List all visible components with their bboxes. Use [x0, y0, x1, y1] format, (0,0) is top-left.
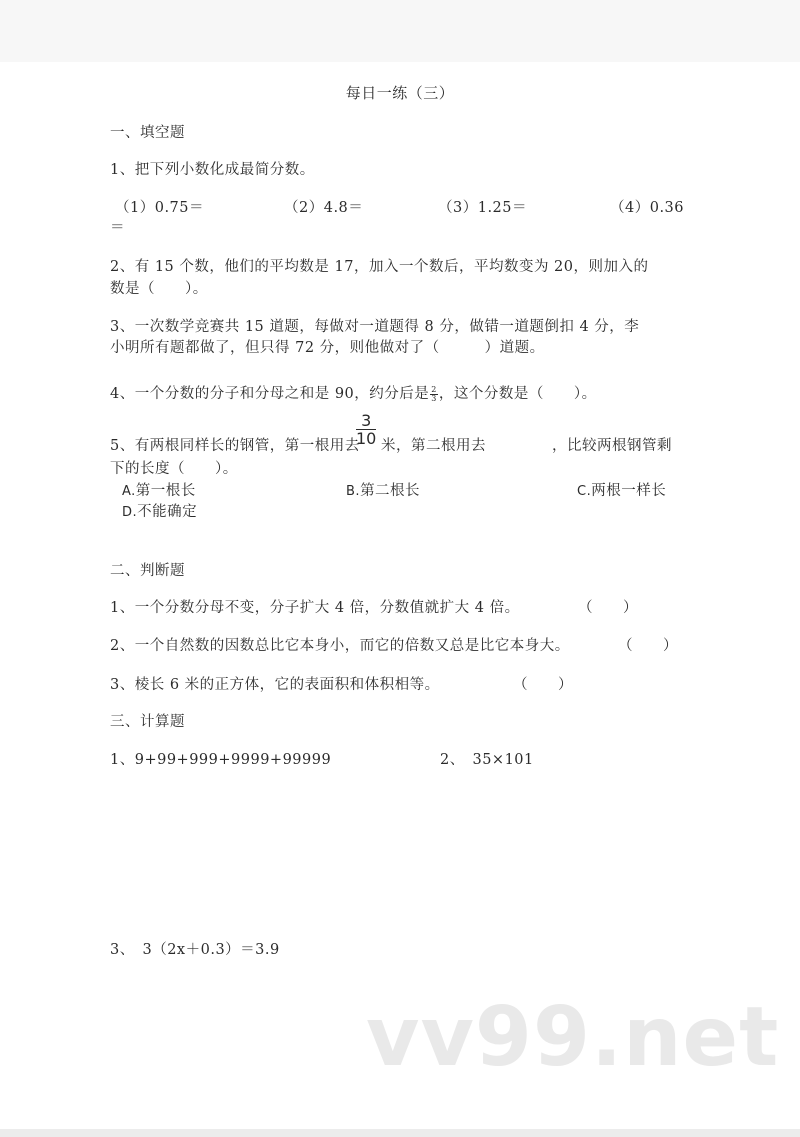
question-1-text: 1、把下列小数化成最简分数。 — [110, 162, 315, 178]
question-4-text-after: ，这个分数是（ ）。 — [438, 386, 597, 402]
fraction-numerator: 3 — [356, 412, 376, 430]
section-heading-true-false: 二、判断题 — [110, 563, 185, 579]
judgement-2-text: 2、一个自然数的因数总比它本身小，而它的倍数又总是比它本身大。 — [110, 638, 570, 654]
calc-question-2: 2、 35×101 — [440, 752, 534, 768]
question-5-text-before: 5、有两根同样长的钢管，第一根用去 — [110, 438, 360, 454]
q1-item-4: （4）0.36 — [610, 200, 685, 216]
fraction-two-thirds — [430, 386, 438, 403]
question-5-unit: 米，第二根用去 — [381, 438, 486, 454]
section-heading-calculation: 三、计算题 — [110, 714, 185, 730]
option-letter: A. — [122, 484, 136, 499]
option-b — [346, 479, 420, 500]
watermark: vv99.net — [366, 990, 780, 1085]
page-bottom-margin — [0, 1129, 800, 1137]
option-letter: D. — [122, 505, 138, 520]
judgement-2-paren: （ ） — [618, 638, 678, 654]
option-letter: C. — [577, 484, 592, 499]
judgement-3-text: 3、棱长 6 米的正方体，它的表面积和体积相等。 — [110, 677, 440, 693]
page-title: 每日一练（三） — [345, 84, 455, 102]
question-2-line-2: 数是（ ）。 — [110, 281, 208, 297]
fraction-denominator: 3 — [431, 393, 437, 403]
question-4-text-before: 4、一个分数的分子和分母之和是 90，约分后是 — [110, 386, 430, 402]
option-letter: B. — [346, 484, 361, 499]
q1-item-1: （1）0.75＝ — [115, 200, 205, 216]
fraction-numerator: 2 — [431, 384, 437, 394]
fraction-three-tenths — [356, 412, 376, 447]
question-3-line-1: 3、一次数学竞赛共 15 道题，每做对一道题得 8 分，做错一道题倒扣 4 分，李 — [110, 319, 640, 335]
judgement-1-text: 1、一个分数分母不变，分子扩大 4 倍，分数值就扩大 4 倍。 — [110, 600, 520, 616]
q1-item-4-wrap: ＝ — [110, 220, 125, 236]
option-text: 两根一样长 — [591, 483, 667, 499]
question-5-line-2: 下的长度（ ）。 — [110, 461, 238, 477]
question-5-text-after: ，比较两根钢管剩 — [552, 438, 672, 454]
page-top-margin — [0, 0, 800, 62]
judgement-1-paren: （ ） — [578, 600, 638, 616]
question-3-line-2: 小明所有题都做了，但只得 72 分，则他做对了（ ）道题。 — [110, 340, 545, 356]
q1-item-2: （2）4.8＝ — [284, 200, 364, 216]
option-text: 不能确定 — [137, 504, 198, 520]
option-text: 第二根长 — [360, 483, 421, 499]
option-d — [122, 500, 197, 521]
judgement-3-paren: （ ） — [513, 677, 573, 693]
option-text: 第一根长 — [135, 483, 196, 499]
q1-item-3: （3）1.25＝ — [438, 200, 528, 216]
fraction-denominator: 10 — [356, 429, 377, 448]
option-a — [122, 479, 196, 500]
calc-question-3: 3、 3（2x＋0.3）＝3.9 — [110, 942, 280, 958]
calc-question-1: 1、9+99+999+9999+99999 — [110, 752, 332, 768]
question-2-line-1: 2、有 15 个数，他们的平均数是 17，加入一个数后，平均数变为 20，则加入的 — [110, 259, 649, 275]
option-c — [577, 479, 666, 500]
question-4 — [110, 382, 597, 403]
section-heading-fill-blank: 一、填空题 — [110, 125, 185, 141]
